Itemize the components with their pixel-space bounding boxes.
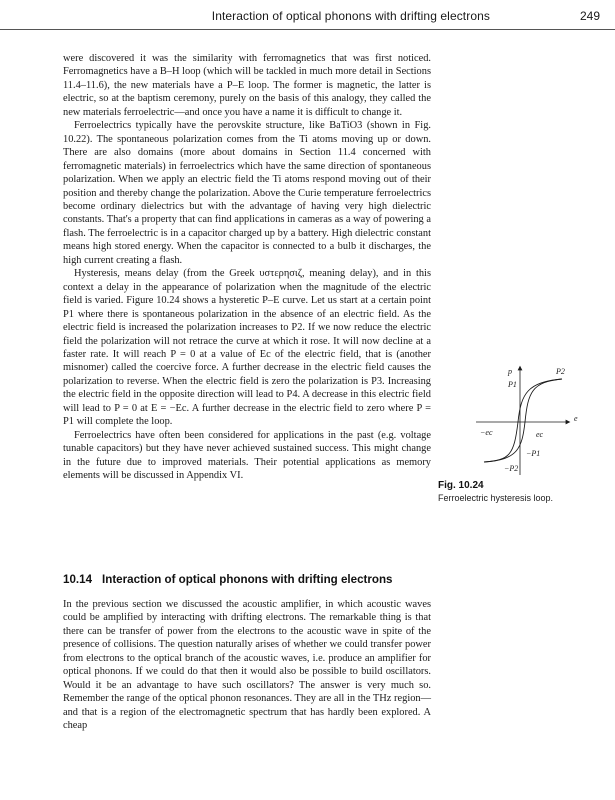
figure-caption <box>438 480 608 503</box>
p1-label: P1 <box>508 380 517 389</box>
neg-p2-label: −P2 <box>504 464 519 473</box>
section-heading <box>63 573 463 586</box>
ec-label: ec <box>536 430 544 439</box>
page-header <box>0 0 615 30</box>
neg-p1-label: −P1 <box>526 449 541 458</box>
paragraph: Ferroelectrics typically have the perovskite structure, like BaTiO3 (shown in Fig. 10.22). The spontaneous polarization comes from the Ti atoms moving up or down. There are also domains (more about domains in Section 11.4 concerned with ferromagnetic materials) in ferroelectrics which have the same direction of spontaneous polarization. When we apply an electric field the Ti atoms respond moving out of their position and thereby change the polarization. Above the Curie temperature ferroelectrics become ordinary dielectrics but with the advantage of having very high dielectric constants. That's a property that can find applications in cameras as a way of powering a flash. The ferroelectric is in a capacitor charged up by a battery. High dielectric constant means high stored energy. When the capacitor is connected to a bulb it discharges, the high current creating a flash. <box>63 120 431 266</box>
hysteresis-plot <box>470 360 610 482</box>
paragraph: In the previous section we discussed the acoustic amplifier, in which acoustic waves could be amplified by interacting with drifting electrons. The remarkable thing is that there can be transfer of power from the electrons to the acoustic wave in spite of the presence of collisions. The question naturally arises of whether we could transfer power from electrons to the optical branch of the acoustic waves, i.e. produce an amplifier for optical phonons. If we could do that then it would also be possible to build oscillators. Would it be an advantage to have such oscillators? The answer is very much so. Remember the range of the optical phonon resonances. They are all in the THz region—and that is a region of the electromagnetic spectrum that has hardly been explored. A cheap <box>63 599 431 732</box>
page-number: 249 <box>579 9 600 23</box>
p2-label: P2 <box>556 367 565 376</box>
paragraph: Hysteresis, means delay (from the Greek υστερησιζ, meaning delay), and in this context a delay in the appearance of polarization when the magnitude of the electric field is varied. Figure 10.24 shows a hysteretic P–E curve. Let us start at a certain point P1 where there is spontaneous polarization in the absence of an electric field. As the electric field is increased the polarization increases to P2. If we now reduce the electric field the polarization will not retrace the curve at which it rose. It will now decline at a faster rate. It will reach P = 0 at a value of Ec of the electric field, that is (another misnomer) called the coercive force. A further decrease in the electric field causes the polarization to reverse. When the electric field is zero the polarization is P3. Increasing the electric field in the opposite direction will lead to P4. A decrease in this electric field will lead to P = 0 at E = −Ec. A further decrease in the electric field to zero where P = P1 will complete the loop. <box>63 268 431 428</box>
paragraph: Ferroelectrics have often been considered for applications in the past (e.g. voltage tunable capacitors) but they have never achieved sustained success. This might change in the future due to improved materials. Their potential applications as memory elements will be discussed in Appendix VI. <box>63 429 431 482</box>
section-number: 10.14 <box>63 573 93 586</box>
hysteresis-lower-branch <box>484 379 562 462</box>
section-title: Interaction of optical phonons with drifting electrons <box>102 573 393 586</box>
paragraph: were discovered it was the similarity with ferromagnetics that was first noticed. Ferromagnetics have a B–H loop (which will be tackled in much more detail in Sections 11.4–11.6), the new materials have a P–E loop. The former is magnetic, the latter is electric, so at the baptism ceremony, purely on the basis of this analogy, they called the new materials ferroelectric—and once you have a name it is difficult to change it. <box>63 53 431 118</box>
p-axis-label: p <box>508 367 512 376</box>
running-title: Interaction of optical phonons with drifting electrons <box>211 9 490 23</box>
hysteresis-upper-branch <box>484 379 562 462</box>
figure-label: Fig. 10.24 <box>438 480 484 491</box>
hysteresis-figure <box>470 360 610 482</box>
e-axis-label: e <box>574 414 578 423</box>
body-text-upper <box>63 52 431 483</box>
body-text-lower <box>63 598 431 733</box>
neg-ec-label: −ec <box>480 428 493 437</box>
figure-caption-text: Ferroelectric hysteresis loop. <box>438 493 554 503</box>
